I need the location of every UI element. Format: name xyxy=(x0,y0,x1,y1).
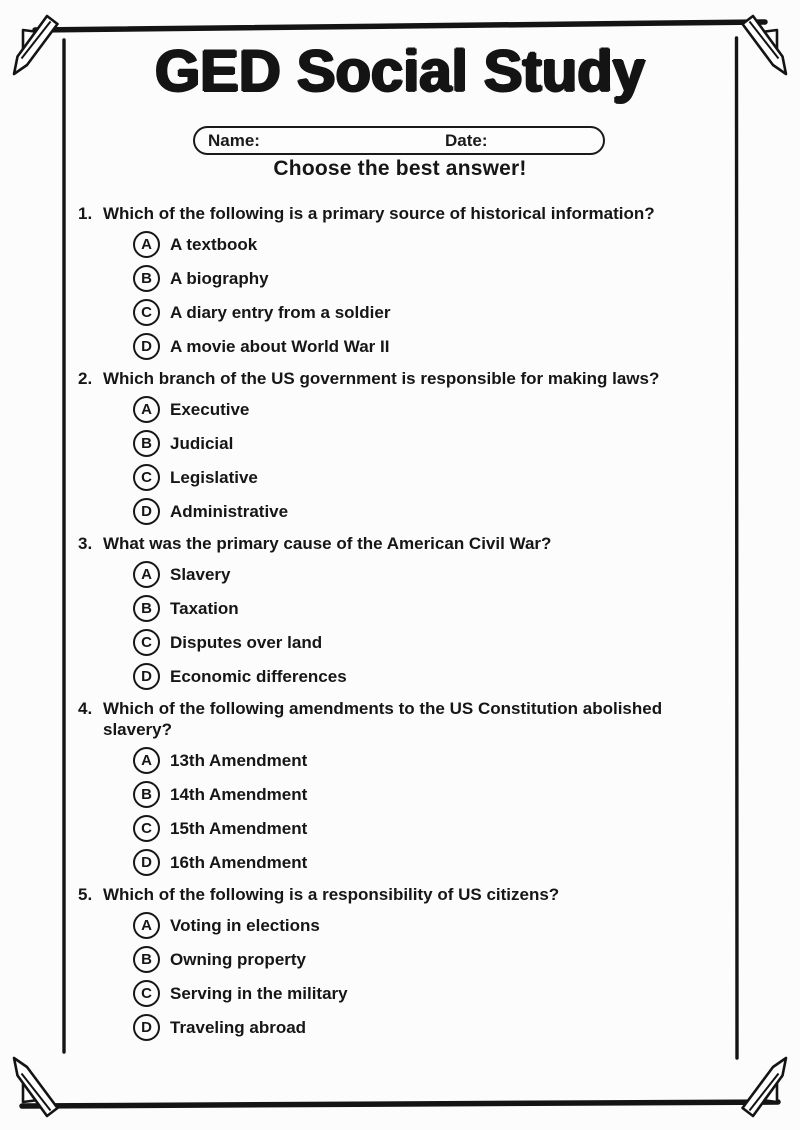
answer-option[interactable] xyxy=(133,595,726,622)
options-list xyxy=(78,561,726,690)
question-text: Which branch of the US government is responsible for making laws? xyxy=(103,369,660,388)
option-letter-bubble[interactable]: B xyxy=(133,946,160,973)
answer-option[interactable] xyxy=(133,430,726,457)
question-number: 5. xyxy=(78,885,93,904)
option-letter-bubble[interactable]: A xyxy=(133,747,160,774)
option-label: Disputes over land xyxy=(170,632,323,652)
option-letter-bubble[interactable]: C xyxy=(133,980,160,1007)
question-number: 4. xyxy=(78,699,93,718)
answer-option[interactable] xyxy=(133,231,726,258)
option-letter-bubble[interactable]: D xyxy=(133,498,160,525)
page-title: GED Social Study xyxy=(155,39,645,104)
pencil-icon xyxy=(743,1058,787,1116)
question-block xyxy=(78,533,726,690)
question-number: 2. xyxy=(78,369,93,388)
question-text: Which of the following is a responsibility of US citizens? xyxy=(103,885,560,904)
option-letter-bubble[interactable]: B xyxy=(133,595,160,622)
question-text: What was the primary cause of the American Civil War? xyxy=(103,534,552,553)
option-label: Traveling abroad xyxy=(170,1017,307,1037)
instruction-text: Choose the best answer! xyxy=(273,157,527,180)
option-letter-bubble[interactable]: C xyxy=(133,629,160,656)
answer-option[interactable] xyxy=(133,561,726,588)
option-label: Voting in elections xyxy=(170,915,320,935)
answer-option[interactable] xyxy=(133,781,726,808)
option-label: Executive xyxy=(170,399,250,419)
frame-top-rail xyxy=(35,22,765,30)
option-label: Legislative xyxy=(170,467,258,487)
answer-option[interactable] xyxy=(133,396,726,423)
question-text-line xyxy=(78,698,726,740)
name-date-bar xyxy=(193,126,605,155)
option-letter-bubble[interactable]: D xyxy=(133,333,160,360)
question-block xyxy=(78,203,726,360)
option-letter-bubble[interactable]: A xyxy=(133,561,160,588)
options-list xyxy=(78,912,726,1041)
question-block xyxy=(78,698,726,876)
answer-option[interactable] xyxy=(133,265,726,292)
answer-option[interactable] xyxy=(133,815,726,842)
option-label: A movie about World War II xyxy=(170,336,390,356)
options-list xyxy=(78,396,726,525)
option-letter-bubble[interactable]: A xyxy=(133,912,160,939)
question-block xyxy=(78,884,726,1041)
date-label: Date: xyxy=(445,131,488,150)
option-label: A biography xyxy=(170,268,269,288)
question-text-line xyxy=(78,533,726,554)
answer-option[interactable] xyxy=(133,747,726,774)
answer-option[interactable] xyxy=(133,912,726,939)
option-letter-bubble[interactable]: B xyxy=(133,265,160,292)
answer-option[interactable] xyxy=(133,498,726,525)
option-letter-bubble[interactable]: C xyxy=(133,299,160,326)
name-label: Name: xyxy=(208,131,260,150)
answer-option[interactable] xyxy=(133,980,726,1007)
option-letter-bubble[interactable]: B xyxy=(133,781,160,808)
option-label: 13th Amendment xyxy=(170,750,308,770)
question-number: 3. xyxy=(78,534,93,553)
question-list xyxy=(78,203,726,1049)
option-label: A textbook xyxy=(170,234,258,254)
answer-option[interactable] xyxy=(133,849,726,876)
option-letter-bubble[interactable]: B xyxy=(133,430,160,457)
answer-option[interactable] xyxy=(133,464,726,491)
option-label: Owning property xyxy=(170,949,306,969)
frame-right-border xyxy=(737,38,738,1058)
option-letter-bubble[interactable]: A xyxy=(133,396,160,423)
option-letter-bubble[interactable]: A xyxy=(133,231,160,258)
question-text-line xyxy=(78,203,726,224)
question-number: 1. xyxy=(78,204,93,223)
option-label: A diary entry from a soldier xyxy=(170,302,391,322)
question-text: Which of the following is a primary source of historical information? xyxy=(103,204,655,223)
option-letter-bubble[interactable]: C xyxy=(133,815,160,842)
frame-bottom-rail xyxy=(22,1102,778,1106)
question-block xyxy=(78,368,726,525)
option-label: 15th Amendment xyxy=(170,818,308,838)
option-label: Taxation xyxy=(170,598,239,618)
option-label: 14th Amendment xyxy=(170,784,308,804)
answer-option[interactable] xyxy=(133,663,726,690)
option-label: Economic differences xyxy=(170,666,347,686)
answer-option[interactable] xyxy=(133,299,726,326)
answer-option[interactable] xyxy=(133,629,726,656)
options-list xyxy=(78,231,726,360)
answer-option[interactable] xyxy=(133,1014,726,1041)
question-text-line xyxy=(78,884,726,905)
answer-option[interactable] xyxy=(133,333,726,360)
option-letter-bubble[interactable]: D xyxy=(133,663,160,690)
option-label: Serving in the military xyxy=(170,983,348,1003)
answer-option[interactable] xyxy=(133,946,726,973)
option-label: Administrative xyxy=(170,501,289,521)
option-label: 16th Amendment xyxy=(170,852,308,872)
date-field[interactable] xyxy=(495,128,600,153)
option-letter-bubble[interactable]: C xyxy=(133,464,160,491)
option-label: Slavery xyxy=(170,564,231,584)
option-letter-bubble[interactable]: D xyxy=(133,1014,160,1041)
name-field[interactable] xyxy=(270,128,440,153)
option-letter-bubble[interactable]: D xyxy=(133,849,160,876)
question-text-line xyxy=(78,368,726,389)
option-label: Judicial xyxy=(170,433,234,453)
question-text: Which of the following amendments to the US Constitution abolished slavery? xyxy=(103,699,663,739)
options-list xyxy=(78,747,726,876)
